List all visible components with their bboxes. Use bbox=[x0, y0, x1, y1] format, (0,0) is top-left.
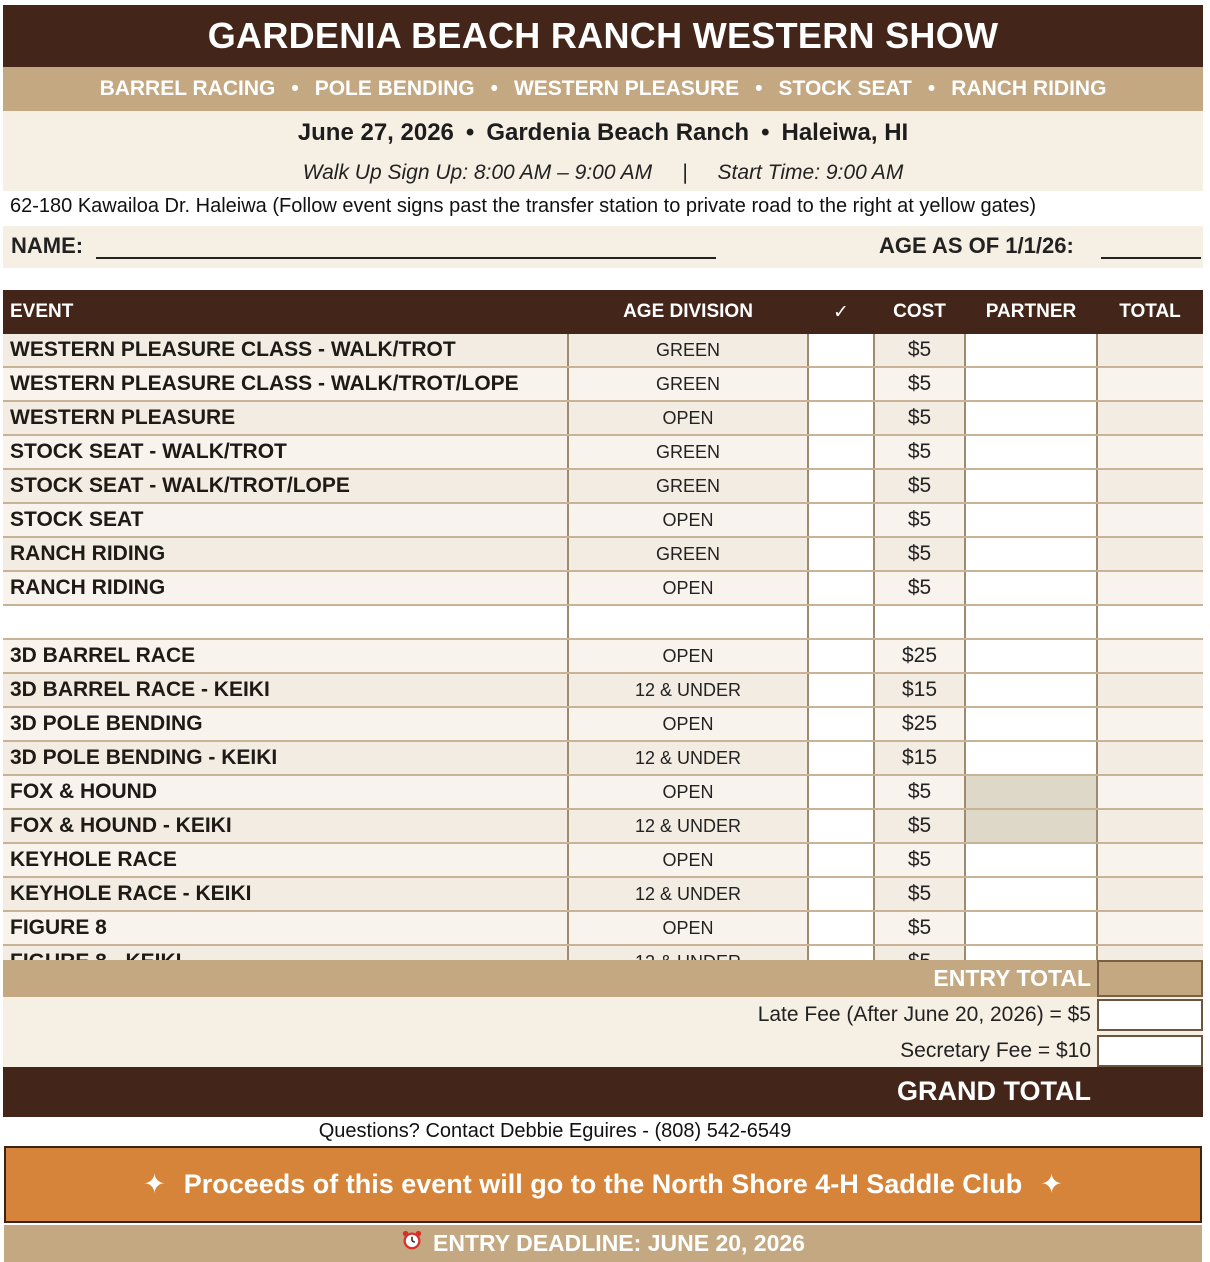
star-icon: ✦ bbox=[1040, 1169, 1063, 1199]
event-checkbox[interactable] bbox=[808, 809, 874, 843]
partner-field[interactable] bbox=[965, 605, 1097, 639]
partner-field[interactable] bbox=[965, 911, 1097, 945]
row-total-field[interactable] bbox=[1097, 673, 1203, 707]
row-total-field[interactable] bbox=[1097, 775, 1203, 809]
table-row bbox=[3, 809, 1203, 843]
row-total-field[interactable] bbox=[1097, 571, 1203, 605]
cost-cell: $5 bbox=[874, 469, 965, 503]
time-bar bbox=[3, 155, 1203, 191]
separator: • bbox=[465, 119, 475, 146]
cost-cell: $15 bbox=[874, 741, 965, 775]
age-division-cell: GREEN bbox=[568, 435, 808, 469]
deadline-banner bbox=[4, 1225, 1202, 1262]
partner-field[interactable] bbox=[965, 639, 1097, 673]
event-name-cell: 3D BARREL RACE - KEIKI bbox=[3, 673, 568, 707]
late-fee-field[interactable] bbox=[1097, 999, 1203, 1031]
grand-total-label: GRAND TOTAL bbox=[897, 1076, 1091, 1106]
entry-total-label: ENTRY TOTAL bbox=[933, 965, 1091, 991]
partner-field[interactable] bbox=[965, 843, 1097, 877]
entry-table bbox=[3, 290, 1203, 980]
start-time: Start Time: 9:00 AM bbox=[717, 161, 904, 184]
name-age-row bbox=[3, 226, 1203, 268]
secretary-fee-label: Secretary Fee = $10 bbox=[900, 1039, 1091, 1062]
table-row bbox=[3, 775, 1203, 809]
event-venue: Gardenia Beach Ranch bbox=[486, 119, 750, 146]
age-division-cell: GREEN bbox=[568, 367, 808, 401]
event-name-cell: RANCH RIDING bbox=[3, 571, 568, 605]
secretary-fee-row bbox=[3, 1033, 1203, 1067]
event-name-cell: RANCH RIDING bbox=[3, 537, 568, 571]
contact-line bbox=[0, 1120, 1210, 1143]
event-checkbox[interactable] bbox=[808, 843, 874, 877]
late-fee-label: Late Fee (After June 20, 2026) = $5 bbox=[757, 1003, 1091, 1026]
cost-cell: $5 bbox=[874, 775, 965, 809]
age-division-cell: OPEN bbox=[568, 775, 808, 809]
table-row bbox=[3, 605, 1203, 639]
event-location: Haleiwa, HI bbox=[781, 119, 909, 146]
age-division-cell: OPEN bbox=[568, 503, 808, 537]
age-division-cell: 12 & UNDER bbox=[568, 673, 808, 707]
partner-field[interactable] bbox=[965, 435, 1097, 469]
row-total-field[interactable] bbox=[1097, 401, 1203, 435]
row-total-field[interactable] bbox=[1097, 639, 1203, 673]
grand-total-row bbox=[3, 1067, 1203, 1117]
table-row bbox=[3, 911, 1203, 945]
age-division-cell: GREEN bbox=[568, 469, 808, 503]
contact-text: Questions? Contact Debbie Eguires - (808) 542-6549 bbox=[318, 1120, 792, 1142]
event-checkbox[interactable] bbox=[808, 334, 874, 367]
row-total-field[interactable] bbox=[1097, 877, 1203, 911]
table-row bbox=[3, 334, 1203, 367]
event-name-cell: 3D BARREL RACE bbox=[3, 639, 568, 673]
partner-field[interactable] bbox=[965, 571, 1097, 605]
form-title: GARDENIA BEACH RANCH WESTERN SHOW bbox=[3, 5, 1203, 67]
separator: • bbox=[755, 77, 763, 100]
partner-field[interactable] bbox=[965, 469, 1097, 503]
event-checkbox[interactable] bbox=[808, 401, 874, 435]
row-total-field[interactable] bbox=[1097, 809, 1203, 843]
star-icon: ✦ bbox=[143, 1169, 166, 1199]
row-total-field[interactable] bbox=[1097, 503, 1203, 537]
disciplines-bar bbox=[3, 67, 1203, 111]
event-name-cell: KEYHOLE RACE - KEIKI bbox=[3, 877, 568, 911]
partner-field[interactable] bbox=[965, 367, 1097, 401]
age-division-cell: OPEN bbox=[568, 911, 808, 945]
table-row bbox=[3, 537, 1203, 571]
age-division-cell: 12 & UNDER bbox=[568, 809, 808, 843]
event-name-cell: FOX & HOUND bbox=[3, 775, 568, 809]
table-row bbox=[3, 877, 1203, 911]
age-division-cell: 12 & UNDER bbox=[568, 877, 808, 911]
row-total-field[interactable] bbox=[1097, 435, 1203, 469]
table-row bbox=[3, 435, 1203, 469]
cost-cell: $5 bbox=[874, 334, 965, 367]
cost-cell: $5 bbox=[874, 401, 965, 435]
discipline-stock-seat: STOCK SEAT bbox=[778, 77, 912, 100]
name-field[interactable] bbox=[96, 257, 716, 259]
address: 62-180 Kawailoa Dr. Haleiwa (Follow event signs past the transfer station to private road to the right at yellow gates) bbox=[10, 195, 1037, 217]
row-total-field[interactable] bbox=[1097, 707, 1203, 741]
column-header-cost: COST bbox=[874, 290, 965, 334]
separator: • bbox=[761, 119, 770, 146]
discipline-barrel-racing: BARREL RACING bbox=[99, 77, 276, 100]
partner-field[interactable] bbox=[965, 401, 1097, 435]
event-checkbox[interactable] bbox=[808, 639, 874, 673]
event-checkbox[interactable] bbox=[808, 605, 874, 639]
event-name-cell: WESTERN PLEASURE bbox=[3, 401, 568, 435]
table-row bbox=[3, 843, 1203, 877]
age-division-cell: OPEN bbox=[568, 639, 808, 673]
cost-cell: $5 bbox=[874, 367, 965, 401]
proceeds-text: Proceeds of this event will go to the North Shore 4-H Saddle Club bbox=[183, 1169, 1023, 1199]
event-checkbox[interactable] bbox=[808, 571, 874, 605]
age-division-cell: 12 & UNDER bbox=[568, 741, 808, 775]
partner-field[interactable] bbox=[965, 673, 1097, 707]
event-name-cell: 3D POLE BENDING bbox=[3, 707, 568, 741]
partner-field[interactable] bbox=[965, 707, 1097, 741]
separator: • bbox=[291, 77, 299, 100]
table-row bbox=[3, 367, 1203, 401]
cost-cell: $15 bbox=[874, 673, 965, 707]
column-header-partner: PARTNER bbox=[965, 290, 1097, 334]
event-checkbox[interactable] bbox=[808, 911, 874, 945]
cost-cell: $5 bbox=[874, 435, 965, 469]
event-checkbox[interactable] bbox=[808, 367, 874, 401]
age-division-cell: GREEN bbox=[568, 334, 808, 367]
cost-cell: $5 bbox=[874, 877, 965, 911]
row-total-field[interactable] bbox=[1097, 537, 1203, 571]
partner-field[interactable] bbox=[965, 877, 1097, 911]
cost-cell: $5 bbox=[874, 843, 965, 877]
cost-cell: $5 bbox=[874, 503, 965, 537]
age-division-cell: GREEN bbox=[568, 537, 808, 571]
event-checkbox[interactable] bbox=[808, 707, 874, 741]
age-division-cell: OPEN bbox=[568, 843, 808, 877]
row-total-field[interactable] bbox=[1097, 605, 1203, 639]
event-name-cell bbox=[3, 605, 568, 639]
row-total-field[interactable] bbox=[1097, 741, 1203, 775]
name-label: NAME: bbox=[11, 233, 84, 258]
cost-cell: $5 bbox=[874, 537, 965, 571]
event-name-cell: 3D POLE BENDING - KEIKI bbox=[3, 741, 568, 775]
table-row bbox=[3, 469, 1203, 503]
table-row bbox=[3, 707, 1203, 741]
column-header-age-division: AGE DIVISION bbox=[568, 290, 808, 334]
cost-cell: $5 bbox=[874, 911, 965, 945]
partner-field[interactable] bbox=[965, 334, 1097, 367]
event-checkbox[interactable] bbox=[808, 673, 874, 707]
separator: • bbox=[490, 77, 498, 100]
late-fee-row bbox=[3, 997, 1203, 1033]
age-division-cell: OPEN bbox=[568, 401, 808, 435]
pipe-separator: | bbox=[682, 161, 688, 184]
age-division-cell bbox=[568, 605, 808, 639]
proceeds-banner bbox=[4, 1146, 1202, 1223]
table-row bbox=[3, 571, 1203, 605]
event-checkbox[interactable] bbox=[808, 877, 874, 911]
secretary-fee-field[interactable] bbox=[1097, 1035, 1203, 1067]
table-row bbox=[3, 639, 1203, 673]
column-header-check: ✓ bbox=[808, 290, 874, 334]
event-name-cell: FOX & HOUND - KEIKI bbox=[3, 809, 568, 843]
row-total-field[interactable] bbox=[1097, 843, 1203, 877]
cost-cell: $5 bbox=[874, 571, 965, 605]
event-name-cell: STOCK SEAT - WALK/TROT bbox=[3, 435, 568, 469]
event-name-cell: FIGURE 8 bbox=[3, 911, 568, 945]
cost-cell: $25 bbox=[874, 707, 965, 741]
row-total-field[interactable] bbox=[1097, 334, 1203, 367]
age-field[interactable] bbox=[1101, 257, 1201, 259]
event-checkbox[interactable] bbox=[808, 469, 874, 503]
discipline-ranch-riding: RANCH RIDING bbox=[951, 77, 1107, 100]
discipline-western-pleasure: WESTERN PLEASURE bbox=[513, 77, 740, 100]
age-label: AGE AS OF 1/1/26: bbox=[879, 233, 1074, 258]
table-row bbox=[3, 503, 1203, 537]
entry-total-row bbox=[3, 960, 1203, 997]
partner-field bbox=[965, 809, 1097, 843]
event-checkbox[interactable] bbox=[808, 435, 874, 469]
event-checkbox[interactable] bbox=[808, 741, 874, 775]
event-name-cell: STOCK SEAT - WALK/TROT/LOPE bbox=[3, 469, 568, 503]
table-row bbox=[3, 401, 1203, 435]
event-date: June 27, 2026 bbox=[297, 119, 454, 146]
event-checkbox[interactable] bbox=[808, 537, 874, 571]
event-checkbox[interactable] bbox=[808, 503, 874, 537]
separator: • bbox=[927, 77, 936, 100]
table-row bbox=[3, 741, 1203, 775]
date-venue-bar bbox=[3, 111, 1203, 155]
column-header-total: TOTAL bbox=[1097, 290, 1203, 334]
cost-cell: $5 bbox=[874, 809, 965, 843]
walkup-time: Walk Up Sign Up: 8:00 AM – 9:00 AM bbox=[302, 161, 653, 184]
event-name-cell: WESTERN PLEASURE CLASS - WALK/TROT bbox=[3, 334, 568, 367]
event-name-cell: STOCK SEAT bbox=[3, 503, 568, 537]
alarm-clock-icon bbox=[401, 1229, 423, 1251]
age-division-cell: OPEN bbox=[568, 707, 808, 741]
discipline-pole-bending: POLE BENDING bbox=[314, 77, 475, 100]
row-total-field[interactable] bbox=[1097, 367, 1203, 401]
partner-field bbox=[965, 775, 1097, 809]
cost-cell bbox=[874, 605, 965, 639]
event-name-cell: WESTERN PLEASURE CLASS - WALK/TROT/LOPE bbox=[3, 367, 568, 401]
partner-field[interactable] bbox=[965, 503, 1097, 537]
deadline-text: ENTRY DEADLINE: JUNE 20, 2026 bbox=[433, 1230, 805, 1256]
event-checkbox[interactable] bbox=[808, 775, 874, 809]
cost-cell: $25 bbox=[874, 639, 965, 673]
row-total-field[interactable] bbox=[1097, 911, 1203, 945]
row-total-field[interactable] bbox=[1097, 469, 1203, 503]
age-division-cell: OPEN bbox=[568, 571, 808, 605]
entry-total-field[interactable] bbox=[1097, 960, 1203, 997]
event-name-cell: KEYHOLE RACE bbox=[3, 843, 568, 877]
partner-field[interactable] bbox=[965, 741, 1097, 775]
partner-field[interactable] bbox=[965, 537, 1097, 571]
table-row bbox=[3, 673, 1203, 707]
column-header-event: EVENT bbox=[3, 290, 568, 334]
table-header-row bbox=[3, 290, 1203, 334]
